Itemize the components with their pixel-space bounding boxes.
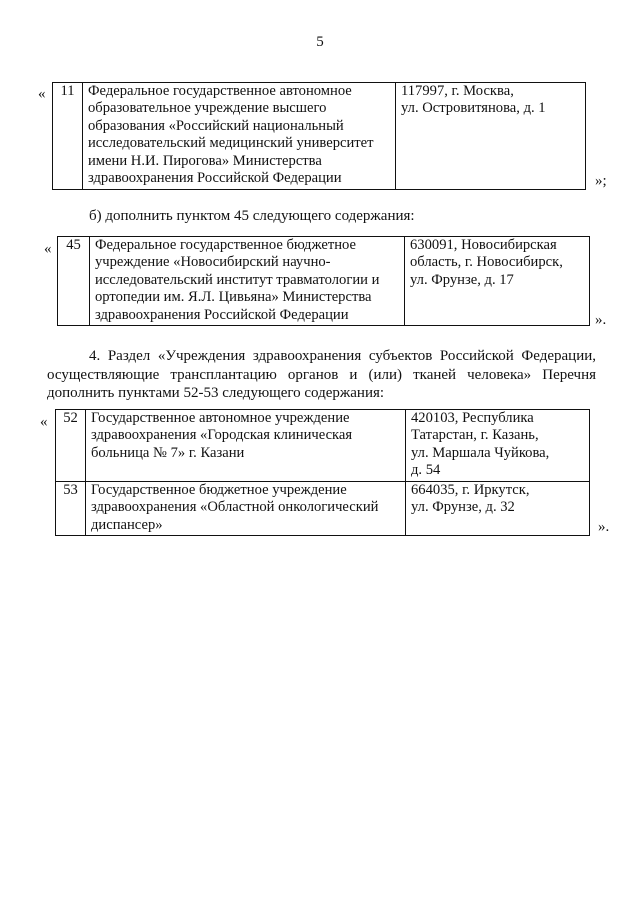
institution-name-line: диспансер» xyxy=(91,516,163,533)
address-line: 117997, г. Москва, xyxy=(401,83,514,99)
institution-name-line: здравоохранения Российской Федерации xyxy=(88,170,342,187)
table-row xyxy=(56,482,590,536)
address-line: Татарстан, г. Казань, xyxy=(411,427,539,444)
institution-name-line: здравоохранения Российской Федерации xyxy=(95,306,349,323)
institution-name-cell xyxy=(86,482,406,536)
address-line: 664035, г. Иркутск, xyxy=(411,482,530,498)
institution-name-line: Федеральное государственное автономное xyxy=(88,83,352,99)
address-cell xyxy=(405,237,590,326)
address-line: ул. Островитянова, д. 1 xyxy=(401,100,546,117)
table-row xyxy=(58,237,590,326)
address-cell xyxy=(396,83,586,190)
institution-name-line: здравоохранения «Городская клиническая xyxy=(91,427,353,444)
institution-name-line: образования «Российский национальный xyxy=(88,117,344,134)
institution-name-line: образовательное учреждение высшего xyxy=(88,100,327,117)
address-line: ул. Маршала Чуйкова, xyxy=(411,444,550,461)
address-cell xyxy=(406,482,590,536)
address-cell xyxy=(406,410,590,482)
close-quote: »; xyxy=(595,173,607,189)
table-row xyxy=(53,83,586,190)
row-number: 53 xyxy=(56,482,86,536)
institution-name-cell xyxy=(86,410,406,482)
institution-name-line: Государственное автономное учреждение xyxy=(91,410,350,426)
table-row xyxy=(56,410,590,482)
institution-name-cell xyxy=(83,83,396,190)
institution-name-line: Государственное бюджетное учреждение xyxy=(91,482,347,498)
institution-name-line: больница № 7» г. Казани xyxy=(91,444,245,461)
institution-table-3 xyxy=(55,409,590,536)
close-quote: ». xyxy=(595,312,607,328)
paragraph-line: 4. Раздел «Учреждения здравоохранения субъектов Российской Федерации, xyxy=(89,348,596,364)
close-quote: ». xyxy=(598,519,610,535)
open-quote: « xyxy=(44,241,52,257)
institution-name-line: исследовательский медицинский университет xyxy=(88,135,374,152)
address-line: 630091, Новосибирская xyxy=(410,237,557,253)
institution-name-line: Федеральное государственное бюджетное xyxy=(95,237,356,253)
address-line: область, г. Новосибирск, xyxy=(410,254,563,271)
institution-name-line: учреждение «Новосибирский научно- xyxy=(95,254,331,271)
paragraph-line: дополнить пунктами 52-53 следующего содержания: xyxy=(47,385,385,401)
institution-name-line: здравоохранения «Областной онкологический xyxy=(91,499,379,516)
address-line: 420103, Республика xyxy=(411,410,534,426)
paragraph-4 xyxy=(47,347,596,403)
paragraph-line: осуществляющие трансплантацию органов и (или) тканей человека» Перечня xyxy=(47,366,596,383)
institution-name-line: имени Н.И. Пирогова» Министерства xyxy=(88,152,322,169)
institution-name-line: ортопедии им. Я.Л. Цивьяна» Министерства xyxy=(95,289,372,306)
page-number: 5 xyxy=(316,34,324,50)
address-line: ул. Фрунзе, д. 17 xyxy=(410,271,514,288)
row-number: 11 xyxy=(53,83,83,190)
institution-name-cell xyxy=(90,237,405,326)
institution-name-line: исследовательский институт травматологии и xyxy=(95,271,380,288)
institution-table-1 xyxy=(52,82,586,190)
open-quote: « xyxy=(40,414,48,430)
institution-table-2 xyxy=(57,236,590,326)
open-quote: « xyxy=(38,86,46,102)
address-line: д. 54 xyxy=(411,462,441,479)
address-line: ул. Фрунзе, д. 32 xyxy=(411,499,515,516)
row-number: 45 xyxy=(58,237,90,326)
paragraph-b: б) дополнить пунктом 45 следующего содержания: xyxy=(89,208,415,224)
row-number: 52 xyxy=(56,410,86,482)
